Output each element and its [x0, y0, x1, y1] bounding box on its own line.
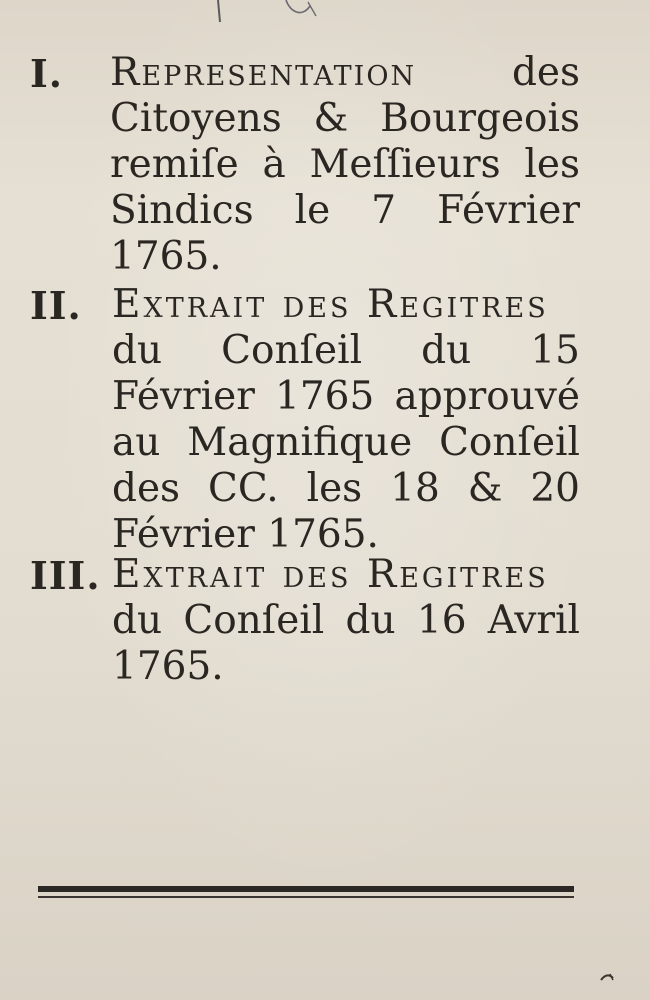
entry-numeral: III. [30, 553, 101, 598]
entry-numeral: I. [30, 51, 64, 96]
entry-heading: Extrait des Regitres [112, 282, 549, 327]
entry-text-block [112, 552, 580, 690]
ink-marks-decoration [190, 0, 350, 24]
entry-text-block [110, 50, 580, 280]
entry-body: des Citoyens & Bourgeois remiſe à Meſſieurs les Sindics le 7 Février 1765. [110, 50, 580, 279]
entry-3 [30, 552, 580, 690]
entry-heading: Representation [110, 50, 417, 95]
bottom-double-rule [38, 885, 574, 903]
printer-mark-icon [598, 968, 616, 986]
entry-heading: Extrait des Regitres [112, 552, 549, 597]
entry-numeral: II. [30, 283, 82, 328]
entry-1 [30, 50, 580, 280]
entry-body: du Conſeil du 15 Février 1765 approuvé au Magnifique Conſeil des CC. les 18 & 20 Février 1765. [112, 328, 580, 557]
entry-2 [30, 282, 580, 558]
entry-text-block [112, 282, 580, 558]
entry-body: du Conſeil du 16 Avril 1765. [112, 598, 580, 689]
